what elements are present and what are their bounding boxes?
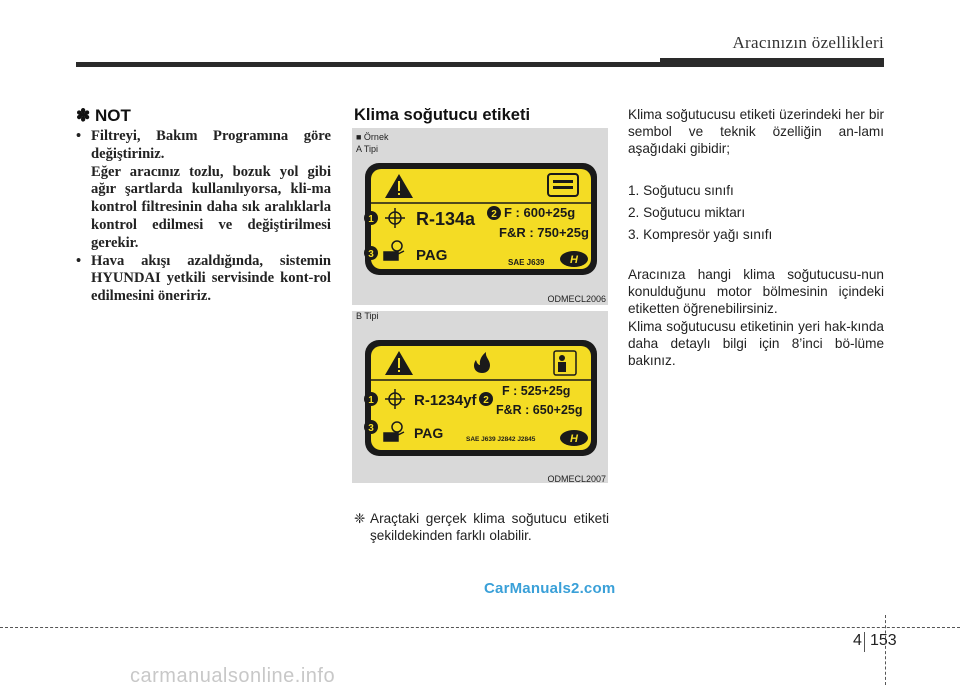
page-number: 153 bbox=[870, 632, 897, 649]
figure-code-b: ODMECL2007 bbox=[547, 474, 606, 484]
meaning-list bbox=[628, 180, 772, 246]
chapter-number: 4 bbox=[853, 632, 862, 649]
marker-1: 1 bbox=[368, 214, 374, 225]
figure-footnote bbox=[354, 510, 609, 544]
note-item-text: Filtreyi, Bakım Programına göre değiştiriniz. bbox=[91, 128, 331, 162]
refrigerant-label-a bbox=[362, 160, 600, 278]
marker-3: 3 bbox=[368, 423, 374, 434]
footer-rule bbox=[0, 627, 960, 628]
bottom-watermark: carmanualsonline.info bbox=[130, 665, 336, 687]
footnote-symbol-icon: ❈ bbox=[354, 511, 366, 526]
refrigerant-a: R-134a bbox=[416, 209, 476, 229]
charge-front-b: F : 525+25g bbox=[502, 384, 571, 398]
header-title: Aracınızın özellikleri bbox=[732, 33, 884, 52]
note-item-text: Eğer aracınız tozlu, bozuk yol gibi ağır şartlarda kullanılıyorsa, kli-ma kontrol filtresinin daha sık aralıklarla kontrol edilmesi ve değiştirilmesi gerekir. bbox=[91, 163, 331, 251]
note-title: ✽ NOT bbox=[76, 106, 131, 125]
note-item bbox=[76, 128, 331, 253]
note-item-text: Hava akışı azaldığında, sistemin HYUNDAI yetkili servisinde kont-rol edilmesini öneririz. bbox=[91, 252, 331, 305]
charge-front-a: F : 600+25g bbox=[504, 205, 576, 220]
type-b-label: B Tipi bbox=[356, 311, 379, 321]
footnote-text: Araçtaki gerçek klima soğutucu etiketi şekildekinden farklı olabilir. bbox=[370, 511, 609, 543]
figure-type-a bbox=[352, 128, 608, 305]
svg-text:H: H bbox=[570, 254, 578, 266]
location-paragraph: Klima soğutucusu etiketinin yeri hak-kında daha detaylı bilgi için 8’inci bö-lüme bakınız. bbox=[628, 319, 884, 368]
bullet-icon: • bbox=[76, 252, 82, 269]
charge-front-rear-b: F&R : 650+25g bbox=[496, 403, 583, 417]
hyundai-logo-icon bbox=[560, 251, 588, 267]
section-title: Klima soğutucu etiketi bbox=[354, 106, 531, 124]
page-separator bbox=[864, 632, 865, 652]
note-item bbox=[76, 253, 331, 306]
example-label: ■ Örnek bbox=[356, 132, 389, 142]
oil-a: PAG bbox=[416, 247, 448, 264]
bullet-icon: • bbox=[76, 128, 82, 144]
hyundai-logo-icon bbox=[560, 430, 588, 446]
marker-1: 1 bbox=[368, 395, 374, 406]
type-a-label: A Tipi bbox=[356, 144, 379, 154]
standard-a: SAE J639 bbox=[508, 258, 545, 267]
header-rule-thick bbox=[660, 58, 884, 64]
crop-line bbox=[885, 615, 886, 685]
svg-text:H: H bbox=[570, 433, 578, 445]
list-item: 3. Kompresör yağı sınıfı bbox=[628, 227, 773, 242]
note-list bbox=[76, 128, 331, 306]
list-item: 1. Soğutucu sınıfı bbox=[628, 183, 734, 198]
marker-2: 2 bbox=[483, 395, 489, 406]
intro-paragraph: Klima soğutucusu etiketi üzerindeki her bir sembol ve teknik özelliğin an-lamı aşağıdaki gibidir; bbox=[628, 107, 884, 156]
marker-3: 3 bbox=[368, 249, 374, 260]
list-item: 2. Soğutucu miktarı bbox=[628, 205, 746, 220]
standard-b: SAE J639 J2842 J2845 bbox=[466, 436, 536, 443]
charge-front-rear-a: F&R : 750+25g bbox=[499, 225, 589, 240]
marker-2: 2 bbox=[491, 209, 497, 220]
oil-b: PAG bbox=[414, 425, 444, 441]
refrigerant-b: R-1234yf bbox=[414, 392, 477, 409]
site-watermark: CarManuals2.com bbox=[484, 580, 616, 597]
learn-paragraph: Aracınıza hangi klima soğutucusu-nun konulduğunu motor bölmesinin içindeki etiketten öğrenebilirsiniz. bbox=[628, 267, 884, 316]
figure-code-a: ODMECL2006 bbox=[547, 294, 606, 304]
refrigerant-label-b bbox=[362, 337, 600, 459]
figure-type-b bbox=[352, 311, 608, 483]
